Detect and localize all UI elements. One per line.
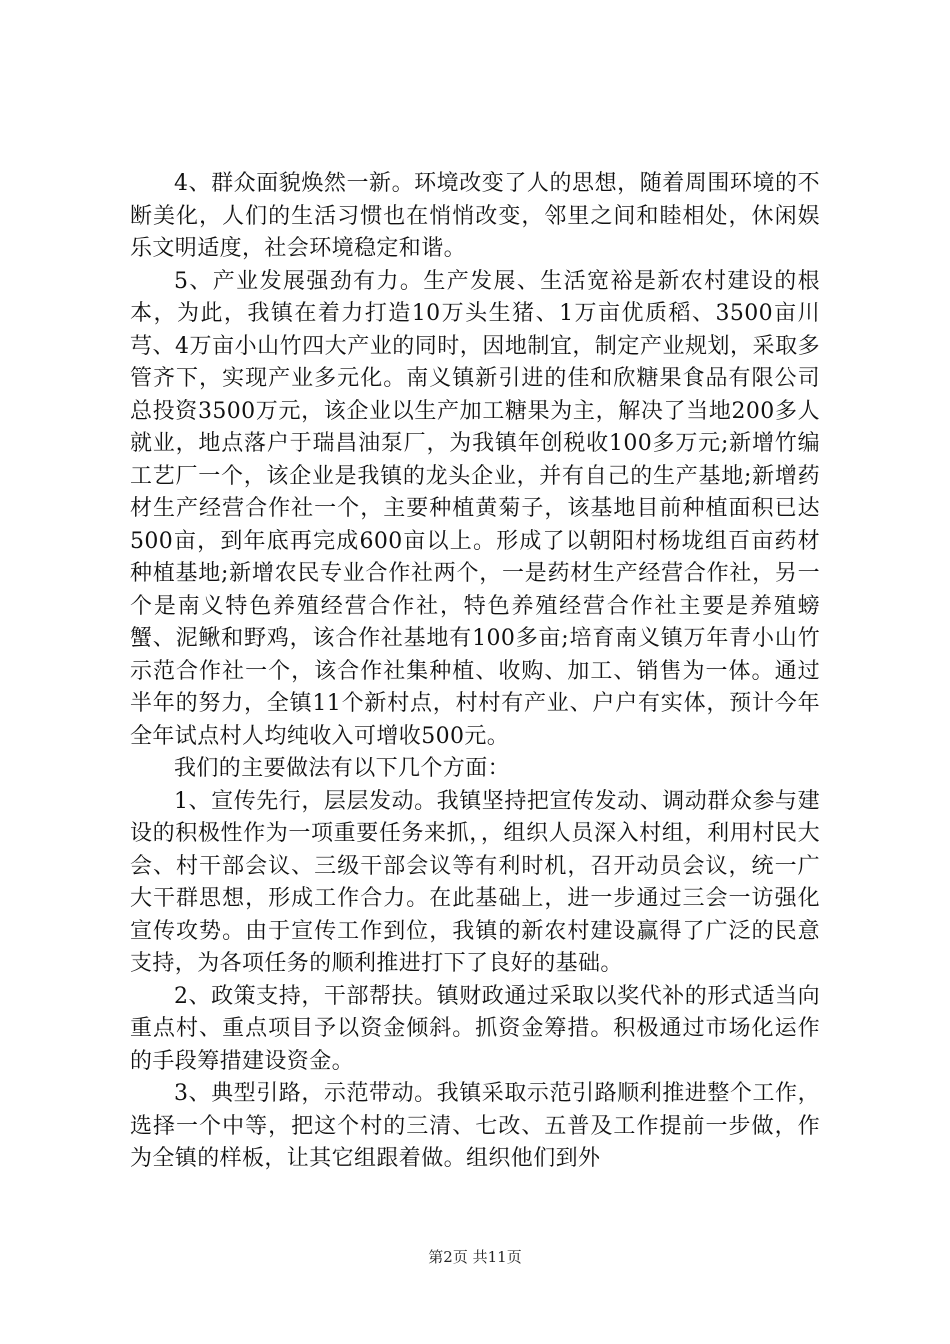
paragraph-2-policy-support: 2、政策支持，干部帮扶。镇财政通过采取以奖代补的形式适当向重点村、重点项目予以资金倾斜。抓资金筹措。积极通过市场化运作的手段筹措建设资金。 (130, 983, 820, 1074)
document-body (130, 168, 820, 1176)
paragraph-1-publicity: 1、宣传先行，层层发动。我镇坚持把宣传发动、调动群众参与建设的积极性作为一项重要任务来抓，，组织人员深入村组，利用村民大会、村干部会议、三级干部会议等有利时机，召开动员会议，统一广大干群思想，形成工作合力。在此基础上，进一步通过三会一访强化宣传攻势。由于宣传工作到位，我镇的新农村建设赢得了广泛的民意支持，为各项任务的顺利推进打下了良好的基础。 (130, 788, 820, 976)
paragraph-4-public-appearance: 4、群众面貌焕然一新。环境改变了人的思想，随着周围环境的不断美化，人们的生活习惯也在悄悄改变，邻里之间和睦相处，休闲娱乐文明适度，社会环境稳定和谐。 (130, 171, 820, 261)
paragraph-3-demonstration: 3、典型引路，示范带动。我镇采取示范引路顺利推进整个工作，选择一个中等，把这个村的三清、七改、五普及工作提前一步做，作为全镇的样板，让其它组跟着做。组织他们到外 (130, 1081, 820, 1171)
paragraph-main-methods-intro: 我们的主要做法有以下几个方面： (174, 756, 511, 781)
page-footer: 第2页 共11页 (428, 1248, 522, 1266)
paragraph-5-industry-development: 5、产业发展强劲有力。生产发展、生活宽裕是新农村建设的根本，为此，我镇在着力打造10万头生猪、1万亩优质稻、3500亩川芎、4万亩小山竹四大产业的同时，因地制宜，制定产业规划，采取多管齐下，实现产业多元化。南义镇新引进的佳和欣糖果食品有限公司总投资3500万元，该企业以生产加工糖果为主，解决了当地200多人就业，地点落户于瑞昌油泵厂，为我镇年创税收100多万元;新增竹编工艺厂一个，该企业是我镇的龙头企业，并有自己的生产基地;新增药材生产经营合作社一个，主要种植黄菊子，该基地目前种植面积已达500亩，到年底再完成600亩以上。形成了以朝阳村杨垅组百亩药材种植基地;新增农民专业合作社两个，一是药材生产经营合作社，另一个是南义特色养殖经营合作社，特色养殖经营合作社主要是养殖螃蟹、泥鳅和野鸡，该合作社基地有100多亩;培育南义镇万年青小山竹示范合作社一个，该合作社集种植、收购、加工、销售为一体。通过半年的努力，全镇11个新村点，村村有产业、户户有实体，预计今年全年试点村人均纯收入可增收500元。 (130, 268, 820, 749)
